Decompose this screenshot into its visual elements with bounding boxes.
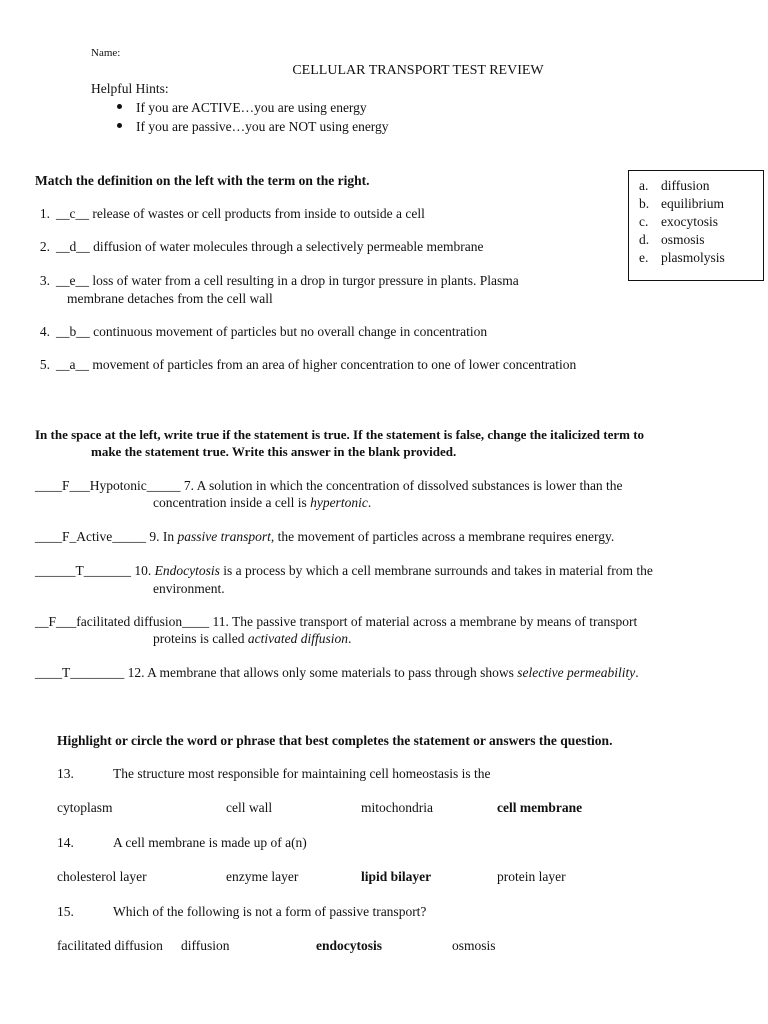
answer-option[interactable]: osmosis — [452, 938, 496, 953]
question-text: A cell membrane is made up of a(n) — [113, 835, 307, 850]
item-number: 4. — [39, 324, 50, 339]
answer-option[interactable]: mitochondria — [361, 800, 433, 815]
question-number: 14. — [57, 835, 74, 850]
item-number: 2. — [39, 239, 50, 254]
item-text: __c__ release of wastes or cell products from inside to outside a cell — [56, 206, 425, 221]
item-number: 1. — [39, 206, 50, 221]
question-number: 15. — [57, 904, 74, 919]
matching-item — [16, 272, 519, 289]
tf-item: ______T_______ 10. Endocytosis is a process by which a cell membrane surrounds and takes in material from the — [35, 563, 653, 578]
question-number: 13. — [57, 766, 74, 781]
matching-item — [16, 238, 484, 255]
item-number: 5. — [39, 357, 50, 372]
answer-option[interactable]: protein layer — [497, 869, 566, 884]
item-text: __e__ loss of water from a cell resulting in a drop in turgor pressure in plants. Plasma — [56, 273, 519, 288]
matching-item — [16, 323, 487, 340]
hint-item: If you are ACTIVE…you are using energy — [136, 100, 367, 115]
question-text: The structure most responsible for maintaining cell homeostasis is the — [113, 766, 491, 781]
tf-item: __F___facilitated diffusion____ 11. The passive transport of material across a membrane by means of transport — [35, 614, 638, 629]
tf-item: ____F_Active_____ 9. In passive transport, the movement of particles across a membrane requires energy. — [35, 529, 615, 544]
answer-option[interactable]: cholesterol layer — [57, 869, 147, 884]
answer-option-selected[interactable]: lipid bilayer — [361, 869, 432, 884]
tf-instruction-continued: make the statement true. Write this answer in the blank provided. — [91, 444, 457, 459]
matching-instruction: Match the definition on the left with the term on the right. — [35, 173, 370, 188]
answer-option[interactable]: enzyme layer — [226, 869, 299, 884]
hint-item: If you are passive…you are NOT using energy — [136, 119, 389, 134]
item-text: __a__ movement of particles from an area of higher concentration to one of lower concentration — [56, 357, 577, 372]
question-text: Which of the following is not a form of passive transport? — [113, 904, 427, 919]
item-text: __d__ diffusion of water molecules through a selectively permeable membrane — [56, 239, 484, 254]
answer-option[interactable]: cytoplasm — [57, 800, 113, 815]
tf-item-continued: environment. — [153, 581, 225, 596]
term-item: b. equilibrium — [639, 196, 724, 211]
tf-instruction: In the space at the left, write true if the statement is true. If the statement is false, change the italicized term to — [35, 427, 645, 442]
term-item: c. exocytosis — [639, 214, 718, 229]
mc-instruction: Highlight or circle the word or phrase that best completes the statement or answers the question. — [57, 733, 613, 748]
page-title: CELLULAR TRANSPORT TEST REVIEW — [292, 63, 544, 78]
bullet-icon — [117, 123, 122, 128]
term-box — [628, 170, 764, 281]
hints-label: Helpful Hints: — [91, 81, 169, 96]
bullet-icon — [117, 104, 122, 109]
matching-item — [16, 356, 576, 373]
tf-item-continued: concentration inside a cell is hypertonic. — [153, 495, 372, 510]
answer-option[interactable]: facilitated diffusion — [57, 938, 163, 953]
name-label: Name: — [91, 47, 121, 59]
tf-item: ____T________ 12. A membrane that allows only some materials to pass through shows selective permeability. — [35, 665, 639, 680]
answer-option[interactable]: diffusion — [181, 938, 230, 953]
item-text: __b__ continuous movement of particles but no overall change in concentration — [56, 324, 488, 339]
term-item: d. osmosis — [639, 232, 705, 247]
matching-item — [16, 205, 425, 222]
answer-option-selected[interactable]: cell membrane — [497, 800, 583, 815]
answer-option-selected[interactable]: endocytosis — [316, 938, 383, 953]
term-item: e. plasmolysis — [639, 250, 725, 265]
tf-item-continued: proteins is called activated diffusion. — [153, 631, 352, 646]
answer-option[interactable]: cell wall — [226, 800, 273, 815]
item-text-continued: membrane detaches from the cell wall — [67, 291, 273, 306]
tf-item: ____F___Hypotonic_____ 7. A solution in which the concentration of dissolved substances is lower than the — [35, 478, 623, 493]
item-number: 3. — [39, 273, 50, 288]
term-item: a. diffusion — [639, 178, 710, 193]
